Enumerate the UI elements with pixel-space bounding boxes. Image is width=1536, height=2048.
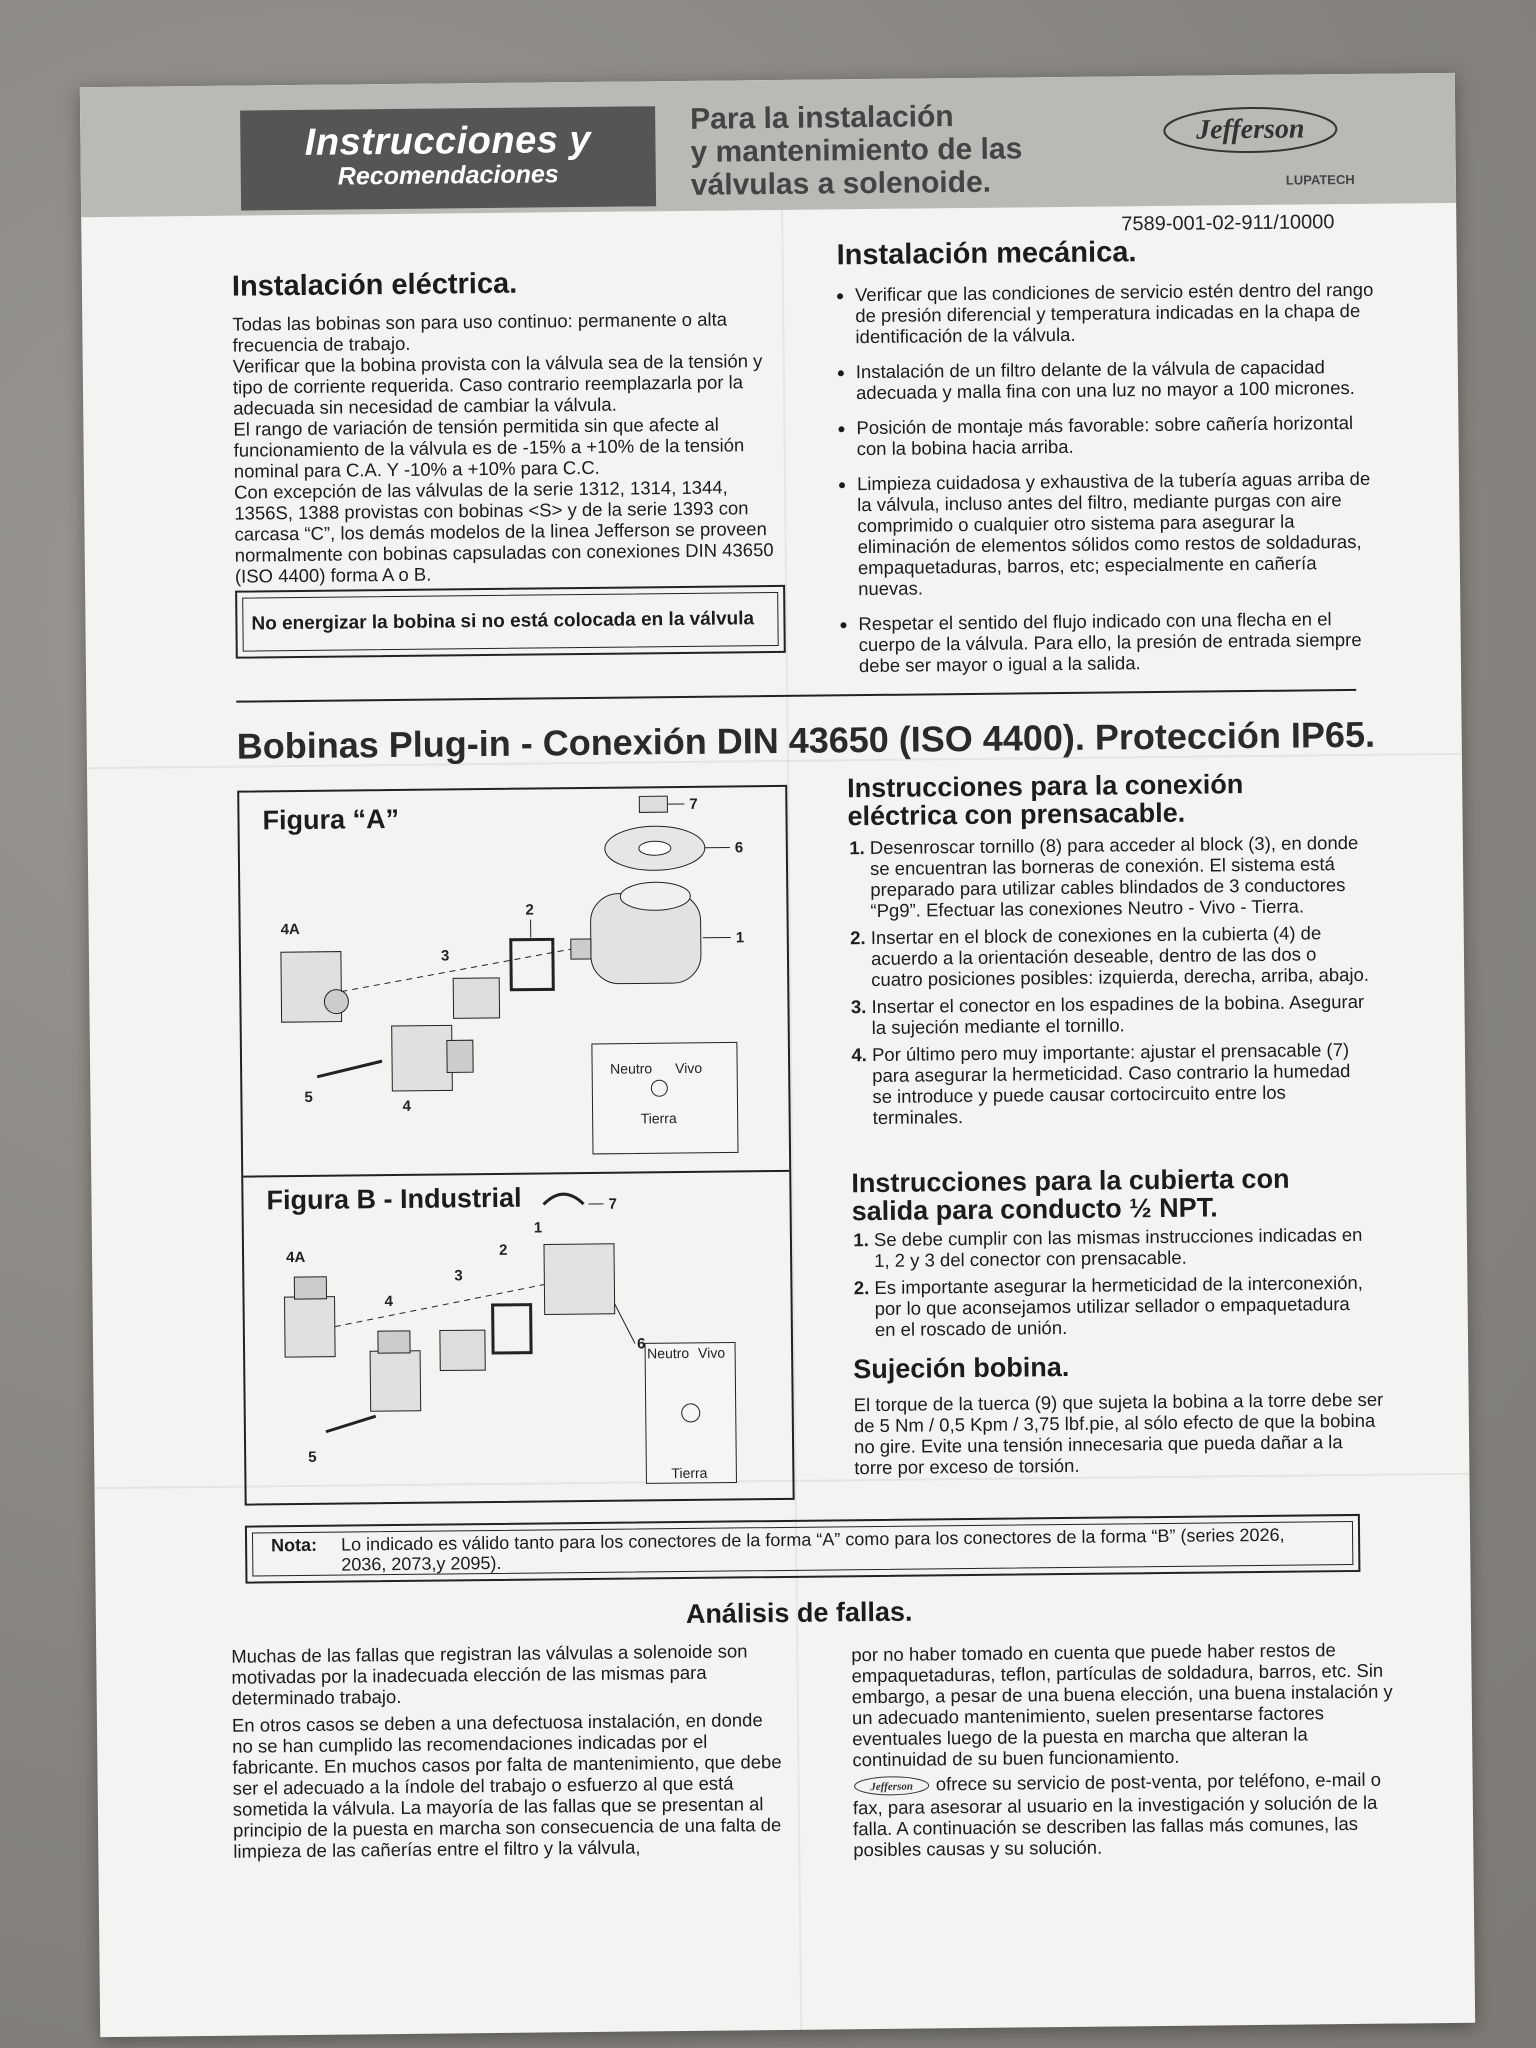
- conexion-step: 2. Insertar en el block de conexiones en la cubierta (4) de acuerdo a la orientación deseable, dentro de las dos o cuatro posiciones posibles: izquierda, derecha, arriba, abajo.: [871, 922, 1370, 990]
- figure-a-label: Figura “A”: [262, 803, 400, 836]
- mechanical-item: • Verificar que las condiciones de servicio estén dentro del rango de presión diferencial y temperatura indicadas en la chapa de identificación de la válvula.: [855, 279, 1383, 348]
- wiring-vivo: Vivo: [698, 1344, 726, 1361]
- wiring-tierra: Tierra: [671, 1464, 708, 1482]
- header-title: Instrucciones y: [304, 118, 592, 164]
- mechanical-item: • Respetar el sentido del flujo indicado con una flecha en el cuerpo de la válvula. Para ello, la presión de entrada siempre debe ser mayor o igual a la salida.: [858, 608, 1386, 677]
- jefferson-logo: [1160, 99, 1341, 161]
- fallas-paragraph: En otros casos se deben a una defectuosa instalación, en donde no se han cumplido las recomendaciones indicadas por el fabricante. En muchos casos por falta de mantenimiento, que debe ser el adecuado a la índole del trabajo o esfuerzo al que está sometida la válvula. La mayoría de las fallas que se presentan al principio de la puesta en marcha son consecuencia de una falta de limpieza de las cañerías entre el filtro y la válvula,: [231, 1709, 782, 1862]
- label-1: 1: [533, 1219, 543, 1237]
- conexion-step: 1. Desenroscar tornillo (8) para acceder al block (3), en donde se encuentran las borneras de conexión. El sistema está preparado para utilizar cables blindados de 3 conductores “Pg9”. Efectuar las conexiones Neutro - Vivo - Tierra.: [870, 832, 1369, 921]
- header-subtitle: Recomendaciones: [337, 160, 559, 191]
- label-4: 4: [384, 1293, 393, 1311]
- label-2: 2: [525, 901, 534, 919]
- logo-subtitle: LUPATECH: [1285, 171, 1355, 188]
- document-number: 7589-001-02-911/10000: [1121, 211, 1335, 236]
- note-content: [252, 1521, 1353, 1577]
- cubierta-step: 2. Es importante asegurar la hermeticidad de la interconexión, por lo que aconsejamos utilizar sellador o empaquetadura en el roscado de unión.: [874, 1272, 1373, 1340]
- conexion-title-line: Instrucciones para la conexión: [847, 769, 1244, 804]
- logo-text: Jefferson: [1195, 113, 1305, 146]
- jefferson-inline-logo: [853, 1775, 931, 1798]
- conexion-step: 4. Por último pero muy importante: ajustar el prensacable (7) para asegurar la hermeticidad. Caso contrario la humedad se introduce y puede causar cortocircuito entre los terminales.: [872, 1039, 1371, 1128]
- fallas-title: Análisis de fallas.: [685, 1596, 913, 1629]
- wiring-neutro: Neutro: [647, 1344, 690, 1362]
- label-6: 6: [636, 1335, 646, 1353]
- mechanical-item: • Instalación de un filtro delante de la válvula de capacidad adecuada y malla fina con una luz no mayor a 100 micrones.: [856, 356, 1383, 404]
- figure-b-diagram: [243, 1172, 792, 1504]
- conexion-title: [847, 770, 1244, 830]
- label-1: 1: [735, 929, 745, 947]
- cubierta-title-line: salida para conducto ½ NPT.: [851, 1192, 1218, 1227]
- warning-text: No energizar la bobina si no está colocada en la válvula: [242, 592, 779, 652]
- cubierta-title: [851, 1165, 1290, 1226]
- electrical-paragraph: Todas las bobinas son para uso continuo: permanente o alta frecuencia de trabajo.: [232, 308, 728, 356]
- conexion-step: 3. Insertar el conector en los espadines de la bobina. Asegurar la sujeción mediante el tornillo.: [871, 991, 1369, 1038]
- fallas-right: [851, 1639, 1398, 1861]
- header-title-box: [240, 106, 656, 210]
- label-5: 5: [308, 1448, 317, 1466]
- mechanical-item: • Posición de montaje más favorable: sobre cañería horizontal con la bobina hacia arriba.: [856, 412, 1383, 460]
- label-6: 6: [734, 839, 744, 857]
- sujecion-text: El torque de la tuerca (9) que sujeta la bobina a la torre debe ser de 5 Nm / 0,5 Kpm / 3,75 lbf.pie, al sólo efecto de que la bobina no gire. Evite una tensión innecesaria que pueda dañar a la torre por exceso de torsión.: [853, 1388, 1384, 1479]
- fallas-left: [231, 1640, 788, 1862]
- divider: [236, 689, 1356, 703]
- mechanical-list: [837, 279, 1386, 691]
- note-label: Nota:: [271, 1534, 318, 1556]
- header-line: válvulas a solenoide.: [690, 165, 992, 202]
- conexion-steps: [848, 832, 1371, 1134]
- bobinas-title: Bobinas Plug-in - Conexión DIN 43650 (ISO 4400). Protección IP65.: [236, 713, 1376, 767]
- conexion-title-line: eléctrica con prensacable.: [847, 797, 1186, 832]
- wiring-tierra: Tierra: [640, 1110, 677, 1127]
- header-band: [80, 73, 1456, 217]
- label-5: 5: [304, 1088, 313, 1106]
- label-7: 7: [608, 1195, 617, 1213]
- warning-box: [235, 585, 786, 659]
- electrical-paragraph: El rango de variación de tensión permitida sin que afecte al funcionamiento de la válvula es de -15% a +10% de la tensión nominal para C.A. Y -10% a +10% para C.C.: [233, 413, 745, 482]
- sujecion-title: Sujeción bobina.: [853, 1351, 1070, 1385]
- instruction-sheet: [80, 73, 1475, 2037]
- label-3: 3: [440, 947, 450, 965]
- label-4: 4: [402, 1097, 411, 1115]
- figure-a-diagram: [239, 787, 789, 1175]
- electrical-title: Instalación eléctrica.: [231, 267, 518, 303]
- note-text: Lo indicado es válido tanto para los conectores de la forma “A” como para los conectores de la forma “B” (series 2026, 2036, 2073,y 2095).: [340, 1524, 1285, 1575]
- electrical-paragraph: Verificar que la bobina provista con la válvula sea de la tensión y tipo de corriente requerida. Caso contrario reemplazarla por la adecuada sin necesidad de cambiar la válvula.: [232, 350, 763, 419]
- fallas-paragraph: Muchas de las fallas que registran las válvulas a solenoide son motivadas por la inadecuada elección de las mismas para determinado trabajo.: [231, 1640, 748, 1709]
- cubierta-step: 1. Se debe cumplir con las mismas instrucciones indicadas en 1, 2 y 3 del conector con prensacable.: [874, 1224, 1372, 1271]
- label-4a: 4A: [280, 920, 300, 939]
- cubierta-steps: [852, 1224, 1373, 1346]
- wiring-vivo: Vivo: [675, 1059, 703, 1077]
- fallas-paragraph: ofrece su servicio de post-venta, por teléfono, e-mail o fax, para asesorar al usuario en la investigación y solución de la falla. A continuación se describen las fallas más comunes, las posibles causas y su solución.: [852, 1768, 1382, 1861]
- header-line: Para la instalación: [690, 100, 954, 136]
- figure-b-label: Figura B - Industrial: [266, 1182, 522, 1216]
- label-3: 3: [454, 1267, 463, 1285]
- wiring-neutro: Neutro: [610, 1060, 653, 1077]
- label-4a: 4A: [286, 1248, 306, 1267]
- note-box: [245, 1514, 1361, 1584]
- fallas-paragraph: por no haber tomado en cuenta que puede haber restos de empaquetaduras, teflon, partículas de soldadura, barros, etc. Sin embargo, a pesar de una buena elección, una buena instalación y un adecuado mantenimiento, suelen presentarse factores eventuales luego de la puesta en marcha que alteran la continuidad de su buen funcionamiento.: [851, 1639, 1393, 1771]
- header-line: y mantenimiento de las: [690, 132, 1023, 169]
- cubierta-title-line: Instrucciones para la cubierta con: [851, 1163, 1290, 1199]
- label-2: 2: [498, 1241, 508, 1259]
- label-7: 7: [689, 795, 698, 813]
- inline-logo-text: Jefferson: [870, 1780, 914, 1794]
- electrical-paragraph: Con excepción de las válvulas de la serie 1312, 1314, 1344, 1356S, 1388 provistas con bobinas <S> y de la serie 1393 con carcasa “C”, los demás modelos de la linea Jefferson se proveen normalmente con bobinas capsuladas con conexiones DIN 43650 (ISO 4400) forma A o B.: [233, 476, 774, 587]
- header-description: [690, 99, 1023, 201]
- electrical-text: [232, 308, 785, 587]
- mechanical-item: • Limpieza cuidadosa y exhaustiva de la tubería aguas arriba de la válvula, incluso antes del filtro, mediante purgas con aire comprimido o cualquier otro sistema para asegurar la eliminación de elementos sólidos como restos de soldaduras, empaquetaduras, barros, etc; especialmente en cañería nuevas.: [857, 468, 1385, 600]
- mechanical-title: Instalación mecánica.: [836, 236, 1137, 272]
